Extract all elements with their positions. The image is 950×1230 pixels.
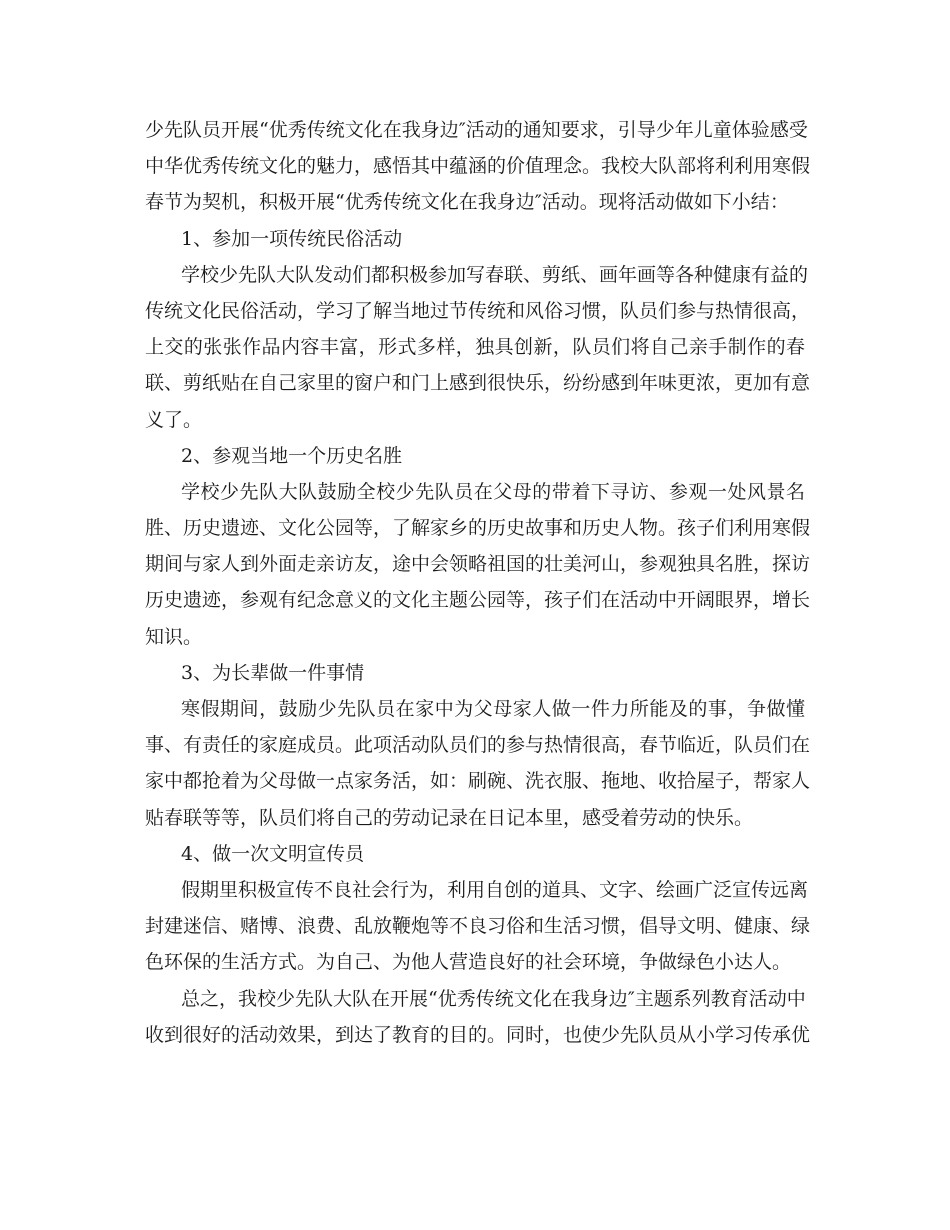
text-line: 知识。 — [145, 625, 203, 648]
text-line: 学校少先队大队鼓励全校少先队员在父母的带着下寻访、参观一处风景名 — [181, 480, 805, 503]
text-line: 期间与家人到外面走亲访友，途中会领略祖国的壮美河山，参观独具名胜，探访 — [145, 553, 811, 576]
text-line: 收到很好的活动效果，到达了教育的目的。同时，也使少先队员从小学习传承优 — [145, 1023, 811, 1046]
text-line: 联、剪纸贴在自己家里的窗户和门上感到很快乐，纷纷感到年味更浓，更加有意 — [145, 372, 811, 395]
text-line: 上交的张张作品内容丰富，形式多样，独具创新，队员们将自己亲手制作的春 — [145, 336, 805, 359]
text-line: 寒假期间，鼓励少先队员在家中为父母家人做一件力所能及的事，争做懂 — [181, 698, 805, 720]
text-line: 1、参加一项传统民俗活动 — [181, 227, 403, 250]
text-line: 3、为长辈做一件事情 — [181, 661, 365, 684]
text-line: 学校少先队大队发动们都积极参加写春联、剪纸、画年画等各种健康有益的 — [181, 263, 809, 286]
text-line: 事、有责任的家庭成员。此项活动队员们的参与热情很高，春节临近，队员们在 — [145, 734, 811, 757]
text-line: 色环保的生活方式。为自己、为他人营造良好的社会环境，争做绿色小达人。 — [145, 951, 792, 974]
text-line: 4、做一次文明宣传员 — [181, 842, 365, 865]
text-line: 少先队员开展“优秀传统文化在我身边″活动的通知要求，引导少年儿童体验感受 — [145, 119, 808, 141]
text-line: 总之，我校少先队大队在开展“优秀传统文化在我身边″主题系列教育活动中 — [181, 987, 806, 1010]
text-line: 胜、历史遗迹、文化公园等，了解家乡的历史故事和历史人物。孩子们利用寒假 — [145, 517, 811, 540]
text-line: 2、参观当地一个历史名胜 — [181, 444, 403, 467]
text-line: 贴春联等等，队员们将自己的劳动记录在日记本里，感受着劳动的快乐。 — [145, 806, 754, 829]
text-line: 义了。 — [145, 408, 203, 431]
text-line: 家中都抢着为父母做一点家务活，如：刷碗、洗衣服、拖地、收拾屋子，帮家人 — [145, 770, 811, 793]
text-line: 传统文化民俗活动，学习了解当地过节传统和风俗习惯，队员们参与热情很高， — [145, 299, 811, 322]
text-line: 春节为契机，积极开展“优秀传统文化在我身边″活动。现将活动做如下小结： — [145, 191, 789, 214]
text-line: 假期里积极宣传不良社会行为，利用自创的道具、文字、绘画广泛宣传远离 — [181, 878, 809, 901]
text-line: 历史遗迹，参观有纪念意义的文化主题公园等，孩子们在活动中开阔眼界，增长 — [145, 589, 811, 612]
document-page — [145, 0, 811, 1053]
text-line: 中华优秀传统文化的魅力，感悟其中蕴涵的价值理念。我校大队部将利利用寒假 — [145, 155, 811, 178]
text-line: 封建迷信、赌博、浪费、乱放鞭炮等不良习俗和生活习惯，倡导文明、健康、绿 — [145, 915, 811, 938]
